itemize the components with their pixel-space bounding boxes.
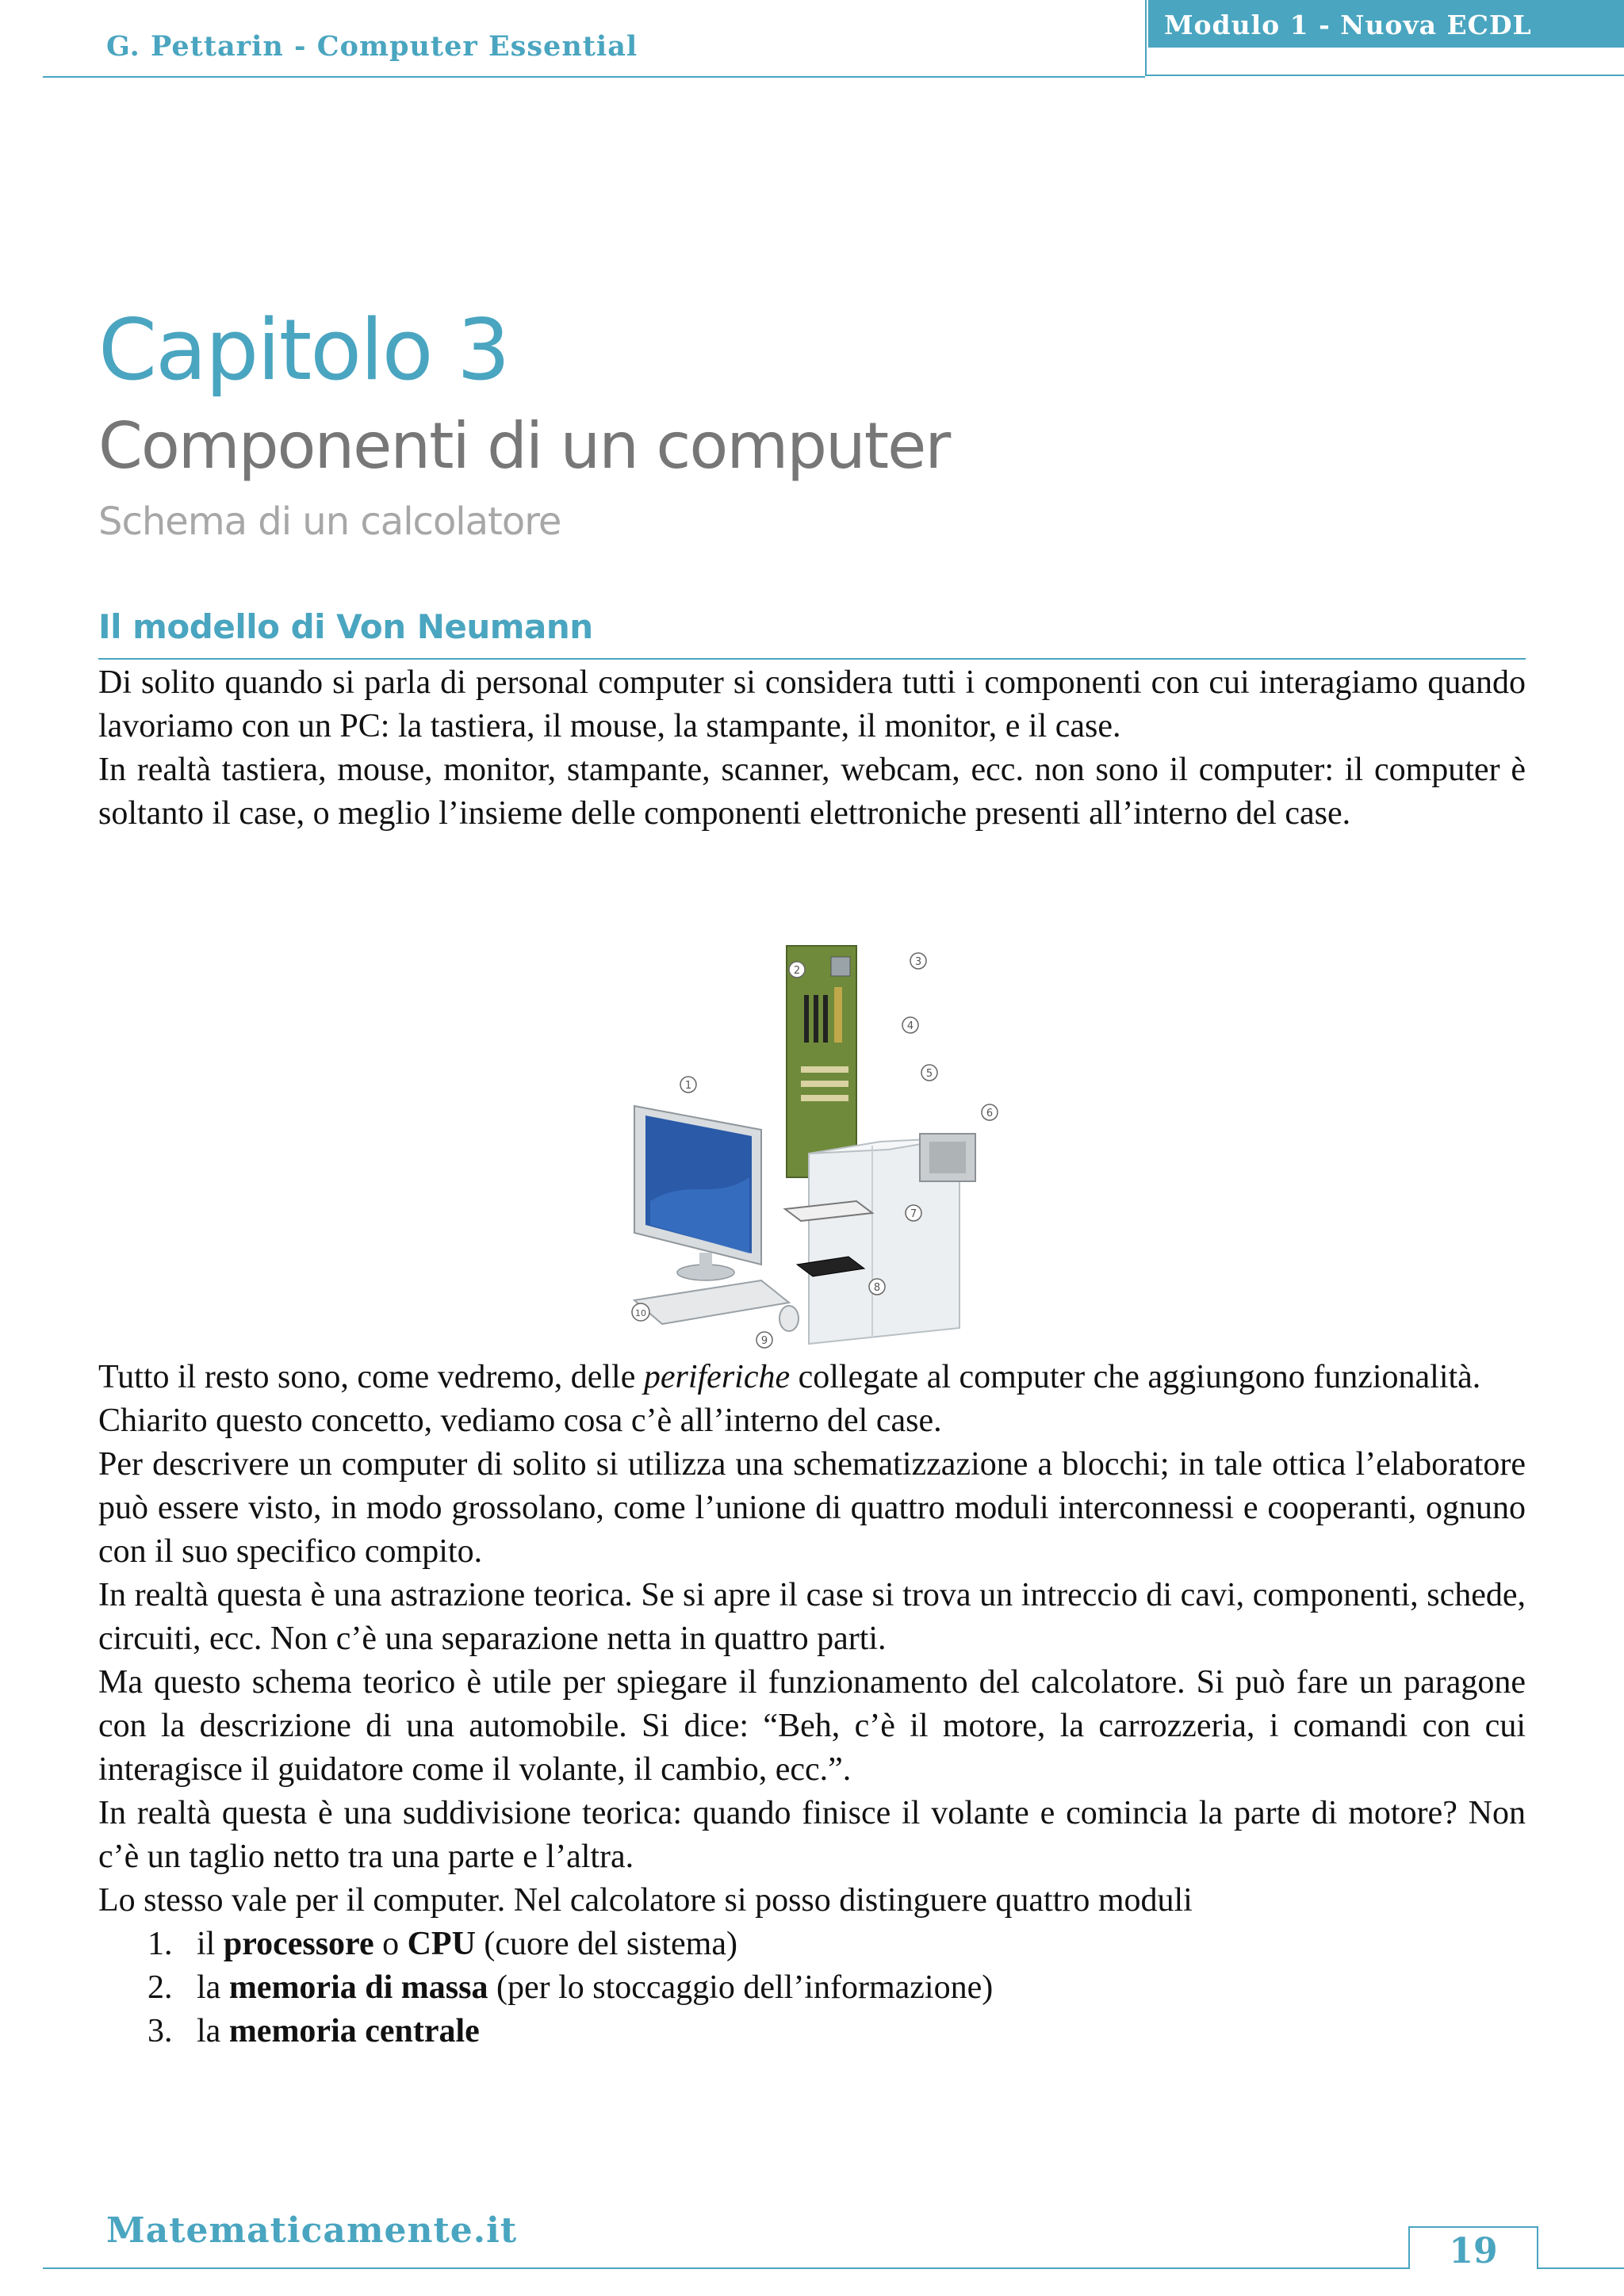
text-run: la: [197, 1969, 229, 2006]
running-header-author: G. Pettarin - Computer Essential: [106, 30, 638, 63]
intro-text: [98, 661, 1526, 836]
list-item: [98, 2010, 1526, 2053]
header-rule: [43, 76, 1145, 78]
motherboard: [787, 946, 856, 1177]
power-supply: [920, 1134, 975, 1181]
paragraph: Per descrivere un computer di solito si utilizza una schematizzazione a blocchi; in tale ottica l’elaboratore può essere visto, in modo grossolano, come l’unione di quattro moduli interconnessi e cooperanti, ognuno con il suo specifico compito.: [98, 1446, 1526, 1570]
footer-rule: [43, 2267, 1624, 2269]
paragraph: In realtà questa è una suddivisione teorica: quando finisce il volante e comincia la parte di motore? Non c’è un taglio netto tra una parte e l’altra.: [98, 1795, 1526, 1875]
text-run: (cuore del sistema): [475, 1926, 737, 1962]
running-header-module: Modulo 1 - Nuova ECDL: [1164, 10, 1532, 40]
body-text: [98, 1356, 1526, 2053]
list-number: 3.: [147, 2013, 173, 2049]
callout-label: 4: [906, 1020, 914, 1032]
list-item: [98, 1966, 1526, 2010]
paragraph: Ma questo schema teorico è utile per spiegare il funzionamento del calcolatore. Si può fare un paragone con la descrizione di una automobile. Si dice: “Beh, c’è il motore, la carrozzeria, i comandi con cui interagisce il guidatore come il volante, il cambio, ecc.”.: [98, 1664, 1526, 1788]
callout-label: 9: [760, 1335, 768, 1347]
emphasis: periferiche: [643, 1359, 791, 1395]
text-run: il: [197, 1926, 224, 1962]
text-run: collegate al computer che aggiungono funzionalità.: [790, 1359, 1481, 1395]
text-run: o: [373, 1926, 408, 1962]
callout-label: 2: [793, 965, 801, 977]
mouse: [779, 1306, 799, 1331]
callout-label: 8: [873, 1282, 881, 1294]
section-title: Il modello di Von Neumann: [98, 607, 593, 646]
paragraph: Lo stesso vale per il computer. Nel calcolatore si posso distinguere quattro moduli: [98, 1882, 1193, 1919]
callout-label: 7: [910, 1208, 917, 1220]
page-number: 19: [1449, 2231, 1498, 2271]
module-list: [98, 1923, 1526, 2053]
callout-label: 3: [914, 956, 922, 968]
keyboard: [634, 1280, 789, 1324]
text-run: (per lo stoccaggio dell’informazione): [488, 1969, 994, 2006]
text-run: la: [197, 2013, 229, 2049]
paragraph: Chiarito questo concetto, vediamo cosa c’è all’interno del case.: [98, 1402, 942, 1439]
chapter-title: Componenti di un computer: [98, 409, 950, 483]
callout-label: 10: [635, 1308, 646, 1318]
bold-term: CPU: [407, 1926, 476, 1962]
callout-label: 5: [925, 1068, 933, 1080]
chapter-subtitle: Schema di un calcolatore: [98, 499, 561, 544]
paragraph: Di solito quando si parla di personal computer si considera tutti i componenti con cui interagiamo quando lavoriamo con un PC: la tastiera, il mouse, la stampante, il monitor, e il case.: [98, 664, 1526, 744]
list-item: [98, 1923, 1526, 1966]
list-number: 2.: [147, 1969, 173, 2006]
computer-components-illustration: [619, 939, 1015, 1352]
bold-term: memoria di massa: [228, 1969, 488, 2006]
monitor: [634, 1106, 761, 1280]
chapter-label: Capitolo 3: [98, 301, 509, 399]
paragraph: [98, 1356, 1526, 1399]
bold-term: memoria centrale: [228, 2013, 480, 2049]
section-rule: [98, 658, 1526, 660]
bold-term: processore: [223, 1926, 374, 1962]
list-number: 1.: [147, 1926, 173, 1962]
paragraph: In realtà questa è una astrazione teorica. Se si apre il case si trova un intreccio di cavi, componenti, schede, circuiti, ecc. Non c’è una separazione netta in quattro parti.: [98, 1577, 1526, 1657]
callout-label: 6: [986, 1108, 994, 1119]
text-run: Tutto il resto sono, come vedremo, delle: [98, 1359, 644, 1395]
footer-site: Matematicamente.it: [106, 2210, 518, 2251]
callout-label: 1: [684, 1080, 692, 1092]
paragraph: In realtà tastiera, mouse, monitor, stampante, scanner, webcam, ecc. non sono il computer: il computer è soltanto il case, o meglio l’insieme delle componenti elettroniche presenti all’interno del case.: [98, 752, 1526, 832]
